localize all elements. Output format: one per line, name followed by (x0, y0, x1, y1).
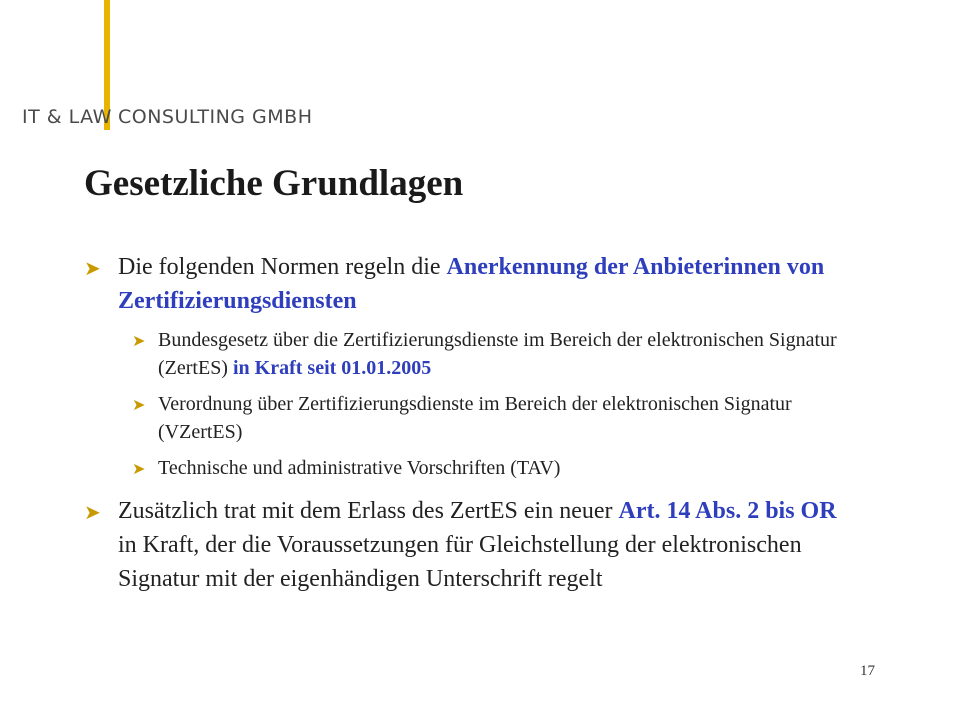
sub-bullet-tav (132, 454, 844, 482)
bullet-text: Zusätzlich trat mit dem Erlass des ZertES ein neuer (118, 498, 619, 524)
bullet-text-cont: in Kraft, der die Voraussetzungen für Gleichstellung der elektronischen Signatur mit der eigenhändigen Unterschrift regelt (118, 532, 802, 592)
logo-text-left: IT & LAW (22, 106, 112, 128)
sub-bullet-vzertes (132, 390, 844, 446)
bullet-item-norms (84, 250, 844, 318)
arrow-bullet-icon: ➤ (132, 459, 146, 478)
arrow-bullet-icon: ➤ (84, 256, 101, 280)
bullet-list (84, 250, 844, 596)
arrow-bullet-icon: ➤ (132, 395, 146, 414)
bullet-highlight: Art. 14 Abs. 2 bis OR (618, 498, 837, 524)
sub-bullet-text: Bundesgesetz über die Zertifizierungsdienste im Bereich der elektronischen Signatur (ZertES) (158, 329, 837, 379)
page-number: 17 (860, 663, 875, 679)
sub-bullet-highlight: in Kraft seit 01.01.2005 (232, 357, 432, 379)
bullet-highlight: Anerkennung der Anbieterinnen von Zertifizierungsdiensten (118, 254, 825, 314)
arrow-bullet-icon: ➤ (132, 331, 146, 350)
page-title: Gesetzliche Grundlagen (84, 163, 464, 204)
bullet-item-or-article (84, 494, 844, 596)
logo-text-right: CONSULTING GMBH (118, 106, 313, 128)
sub-bullet-text: Technische und administrative Vorschriften (TAV) (158, 457, 561, 479)
sub-bullet-text: Verordnung über Zertifizierungsdienste im Bereich der elektronischen Signatur (VZertES) (158, 393, 792, 443)
arrow-bullet-icon: ➤ (84, 500, 101, 524)
sub-bullet-zertes (132, 326, 844, 382)
bullet-text: Die folgenden Normen regeln die (118, 254, 447, 280)
